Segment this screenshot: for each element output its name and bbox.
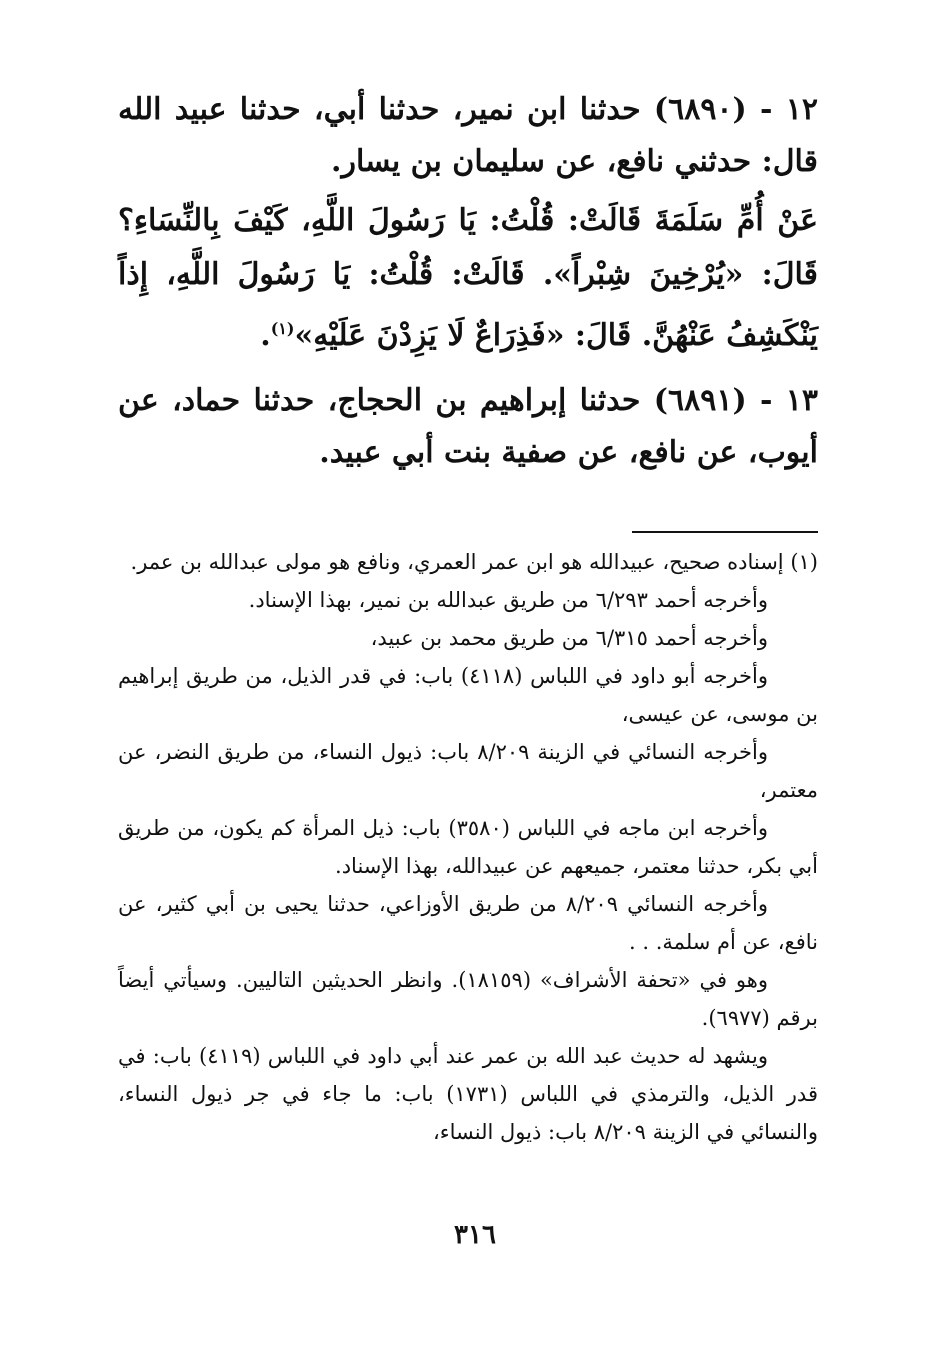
footnote-line: ويشهد له حديث عبد الله بن عمر عند أبي داود في اللباس (٤١١٩) باب: في قدر الذيل، والترمذي في اللباس (١٧٣١) باب: ما جاء في جر ذيول النساء، والنسائي في الزينة ٨/٢٠٩ باب: ذيول النساء، (118, 1044, 818, 1144)
hadith-12-isnad: ١٢ - (٦٨٩٠) حدثنا ابن نمير، حدثنا أبي، حدثنا عبيد الله قال: حدثني نافع، عن سليمان بن يسار. (118, 92, 818, 179)
footnote-line: وأخرجه ابن ماجه في اللباس (٣٥٨٠) باب: ذيل المرأة كم يكون، من طريق أبي بكر، حدثنا معتمر، جميعهم عن عبيدالله، بهذا الإسناد. (118, 816, 818, 878)
hadith-text (118, 84, 818, 479)
footnote-line: وأخرجه النسائي في الزينة ٨/٢٠٩ باب: ذيول النساء، من طريق النضر، عن معتمر، (118, 740, 818, 802)
footnote-line: وأخرجه أحمد ٦/٢٩٣ من طريق عبدالله بن نمير، بهذا الإسناد. (248, 588, 768, 612)
footnote-line: وأخرجه أحمد ٦/٣١٥ من طريق محمد بن عبيد، (370, 626, 768, 650)
hadith-12-matn-text: عَنْ أُمِّ سَلَمَةَ قَالَتْ: قُلْتُ: يَا رَسُولَ اللَّهِ، كَيْفَ بِالنِّسَاءِ؟ قَالَ: «يُرْخِينَ شِبْراً». قَالَتْ: قُلْتُ: يَا رَسُولَ اللَّهِ، إِذاً يَنْكَشِفُ عَنْهُنَّ. قَالَ: «فَذِرَاعٌ لَا يَزِدْنَ عَلَيْهِ» (118, 203, 818, 353)
hadith-13-isnad: ١٣ - (٦٨٩١) حدثنا إبراهيم بن الحجاج، حدثنا حماد، عن أيوب، عن نافع، عن صفية بنت أبي عبيد. (118, 383, 818, 470)
footnotes (118, 543, 818, 1151)
footnote-ref: (١) (270, 319, 295, 338)
hadith-12-matn-end: . (260, 318, 271, 353)
footnote-line: (١) إسناده صحيح، عبيدالله هو ابن عمر العمري، ونافع هو مولى عبدالله بن عمر. (130, 550, 818, 574)
footnote-line: وهو في «تحفة الأشراف» (١٨١٥٩). وانظر الحديثين التاليين. وسيأتي أيضاً برقم (٦٩٧٧). (118, 968, 818, 1030)
hadith-12-matn (118, 194, 818, 363)
footnote-line: وأخرجه أبو داود في اللباس (٤١١٨) باب: في قدر الذيل، من طريق إبراهيم بن موسى، عن عيسى، (118, 664, 818, 726)
footnote-line: وأخرجه النسائي ٨/٢٠٩ من طريق الأوزاعي، حدثنا يحيى بن أبي كثير، عن نافع، عن أم سلمة. . . (118, 892, 818, 954)
footnote-divider (632, 531, 818, 533)
page-number: ٣١٦ (454, 1220, 496, 1250)
